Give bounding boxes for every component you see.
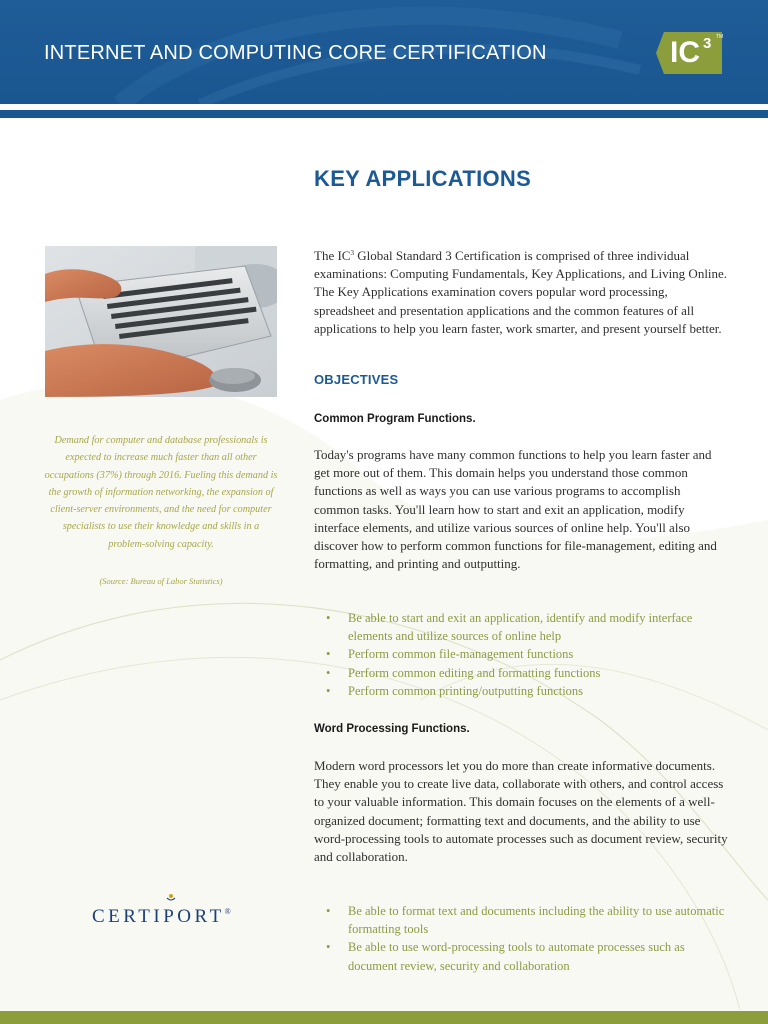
section-heading-word-processing: Word Processing Functions.: [314, 723, 470, 735]
intro-paragraph: [314, 244, 728, 338]
certiport-registered-mark: ®: [224, 907, 231, 916]
header-banner: [0, 0, 768, 104]
bullet-list-common-program: [348, 609, 728, 700]
list-item: • Perform common file-management functions: [348, 645, 728, 663]
ic3-logo: [656, 32, 726, 76]
header-rule-blue: [0, 110, 768, 118]
list-item: • Perform common editing and formatting functions: [348, 664, 728, 682]
certiport-logo-text: CERTIPORT: [92, 906, 225, 927]
certiport-logo: [92, 906, 231, 928]
section-heading-common-program: Common Program Functions.: [314, 413, 476, 425]
ic3-logo-tm: TM: [716, 34, 724, 40]
intro-superscript: 3: [350, 249, 354, 257]
bullet-list-word-processing: [348, 902, 728, 975]
objectives-heading: OBJECTIVES: [314, 372, 399, 387]
footer-bar: [0, 1011, 768, 1024]
section-body-common-program: Today's programs have many common functions to help you learn faster and get more out of them. This domain helps you understand those common functions as well as ways you can use various programs to accomplish common tasks. You'll learn how to start and exit an application, modify interface elements, and utilize various sources of online help. You'll also discover how to perform common functions for file-management, editing and formatting, and printing and outputting.: [314, 447, 717, 572]
list-item: • Be able to use word-processing tools to automate processes such as document review, security and collaboration: [348, 938, 728, 974]
list-item: • Perform common printing/outputting functions: [348, 682, 728, 700]
page-title: KEY APPLICATIONS: [314, 166, 532, 191]
certiport-logo-mark: [166, 892, 176, 902]
keyboard-mouse-photo: [45, 246, 277, 397]
list-item: • Be able to start and exit an application, identify and modify interface elements and utilize sources of online help: [348, 609, 728, 645]
intro-text-pre: The IC: [314, 248, 351, 263]
list-item: • Be able to format text and documents including the ability to use automatic formatting tools: [348, 902, 728, 938]
ic3-logo-text: IC: [670, 36, 700, 69]
intro-text-post: Global Standard 3 Certification is comprised of three individual examinations: Computing Fundamentals, Key Applications, and Living Online. The Key Applications examination covers popular word processing, spreadsheet and presentation applications and the common features of all applications to help you learn faster, work smarter, and present yourself better.: [314, 248, 728, 336]
ic3-logo-superscript: 3: [703, 35, 712, 52]
header-title: INTERNET AND COMPUTING CORE CERTIFICATION: [44, 42, 547, 64]
sidebar-quote: Demand for computer and database professionals is expected to increase much faster than all other occupations (37%) through 2016. Fueling this demand is the growth of information networking, the expansion of client-server environments, and the need for computer specialists to use their knowledge and skills in a problem-solving capacity.: [44, 435, 278, 550]
sidebar-source: (Source: Bureau of Labor Statistics): [99, 576, 223, 586]
section-body-word-processing: Modern word processors let you do more than create informative documents. They enable you to create live data, collaborate with others, and control access to your valuable information. This domain focuses on the elements of a well-organized document; formatting text and documents, and the ability to use word-processing tools to automate processes such as document review, security and collaboration.: [314, 758, 728, 865]
